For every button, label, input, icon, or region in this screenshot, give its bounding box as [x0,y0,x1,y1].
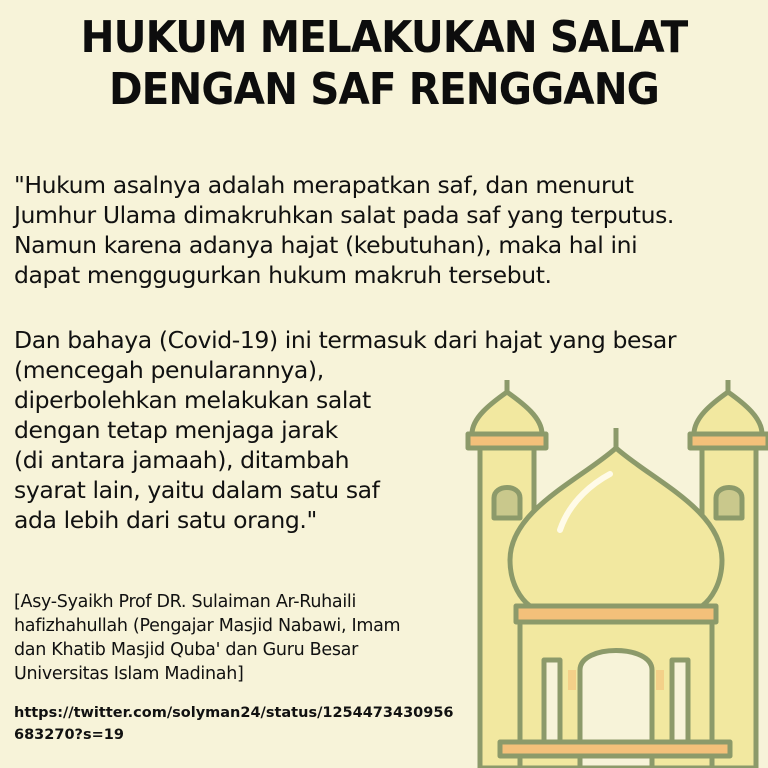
source-citation [14,590,454,686]
source-line: dan Khatib Masjid Quba' dan Guru Besar [14,640,358,660]
source-line: hafizhahullah (Pengajar Masjid Nabawi, Imam [14,616,401,636]
source-line: Universitas Islam Madinah] [14,664,244,684]
quote-line: dapat menggugurkan hukum makruh tersebut. [14,261,552,289]
mosque-icon [460,370,768,768]
quote-line: diperbolehkan melakukan salat [14,386,371,414]
quote-line: ada lebih dari satu orang." [14,506,317,534]
source-link[interactable] [14,702,474,746]
quote-line: (mencegah penularannya), [14,356,324,384]
page-title [31,12,738,116]
source-link-line[interactable]: https://twitter.com/solyman24/status/1254473430956 [14,705,454,721]
quote-line: Dan bahaya (Covid-19) ini termasuk dari hajat yang besar [14,326,677,354]
title-line-2: DENGAN SAF RENGGANG [108,64,659,115]
quote-paragraph-1 [14,170,754,290]
quote-line: Namun karena adanya hajat (kebutuhan), maka hal ini [14,231,638,259]
title-line-1: HUKUM MELAKUKAN SALAT [80,12,688,63]
source-line: [Asy-Syaikh Prof DR. Sulaiman Ar-Ruhaili [14,592,357,612]
quote-line: (di antara jamaah), ditambah [14,446,350,474]
source-link-line[interactable]: 683270?s=19 [14,727,124,743]
quote-line: Jumhur Ulama dimakruhkan salat pada saf yang terputus. [14,201,674,229]
quote-line: syarat lain, yaitu dalam satu saf [14,476,380,504]
quote-line: dengan tetap menjaga jarak [14,416,338,444]
quote-line: "Hukum asalnya adalah merapatkan saf, dan menurut [14,171,634,199]
